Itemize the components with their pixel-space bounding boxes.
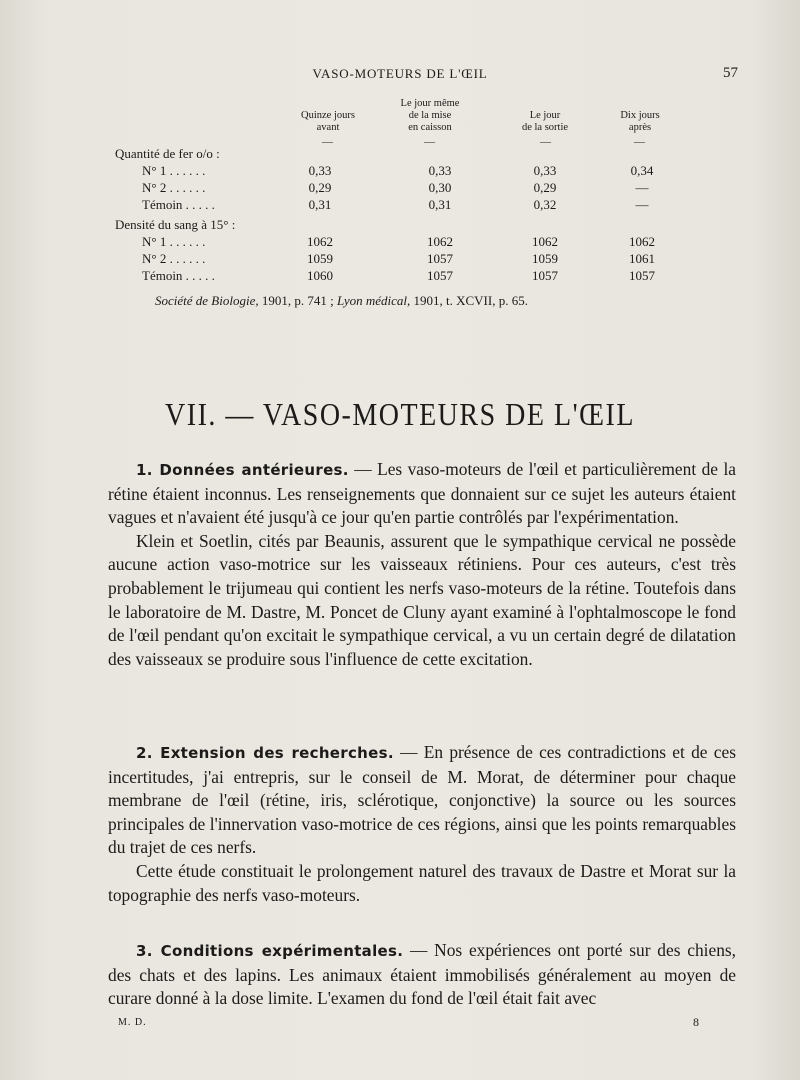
column-header-line: Dix jours (620, 110, 660, 121)
table-cell: 0,29 (533, 180, 557, 195)
table-cell: 1059 (532, 251, 558, 266)
table-cell: 1057 (427, 251, 453, 266)
column-header-line: de la sortie (521, 122, 569, 133)
chapter-heading: VII. — VASO-MOTEURS DE L'ŒIL (165, 398, 635, 433)
paragraph-text: — Les vaso-moteurs de l'œil et particulièrement de la rétine étaient inconnus. Les renseignements que donnaient sur ce sujet les auteurs étaient vagues et n'avaient été jusqu'à ce jour qu'en partie contrôlés par l'expérimentation. (108, 459, 737, 528)
table-cell: 1062 (532, 234, 558, 249)
header-dash: — (322, 136, 333, 148)
citation-ref: 1901, t. XCVII, p. 65. (410, 293, 528, 308)
table-cell: 1061 (629, 251, 655, 266)
citation-journal: Société de Biologie, (155, 293, 259, 308)
table-cell: 0,31 (428, 197, 452, 212)
table-cell: 1057 (427, 268, 453, 283)
column-header-line: Quinze jours (301, 110, 355, 121)
section-2 (108, 741, 736, 907)
column-header (500, 110, 590, 134)
citation-ref: 1901, p. 741 ; (258, 293, 337, 308)
column-header-line: en caisson (408, 122, 452, 133)
table-cell: 1062 (307, 234, 333, 249)
header-dash: — (424, 136, 435, 148)
page-number: 57 (723, 65, 738, 81)
table-cell: 0,33 (428, 163, 452, 178)
row-label: N° 2 . . . . . . (142, 251, 206, 266)
citation (155, 293, 528, 309)
sheet-number: 8 (693, 1015, 699, 1029)
table-cell: 1057 (629, 268, 655, 283)
group-label: Densité du sang à 15° : (115, 217, 236, 232)
citation-journal: Lyon médical, (336, 293, 411, 308)
column-header-line: avant (316, 122, 340, 133)
table-cell: 1057 (532, 268, 558, 283)
column-header-line: Le jour même (400, 98, 460, 109)
paragraph: Cette étude constituait le prolongement naturel des travaux de Dastre et Morat sur la topographie des nerfs vaso-moteurs. (108, 860, 736, 905)
paragraph (108, 458, 736, 530)
table-cell: 0,33 (533, 163, 557, 178)
row-label: N° 1 . . . . . . (142, 163, 206, 178)
table-cell: 0,29 (308, 180, 332, 195)
section-title: 3. Conditions expérimentales. (136, 942, 404, 960)
row-label: N° 2 . . . . . . (142, 180, 206, 195)
header-dash: — (634, 136, 645, 148)
running-title: VASO-MOTEURS DE L'ŒIL (312, 66, 488, 81)
paragraph-text: — En présence de ces contradictions et de ces incertitudes, j'ai entrepris, sur le conseil de M. Morat, de déterminer pour chaque membrane de l'œil (rétine, iris, sclérotique, conjonctive) la source ou les sources principales de l'innervation vaso-motrice de ces régions, ainsi que les points remarquables du trajet de ces nerfs. (108, 742, 736, 858)
paragraph (108, 741, 736, 860)
table-cell: 0,30 (428, 180, 452, 195)
row-label: N° 1 . . . . . . (142, 234, 206, 249)
table-cell: 1062 (427, 234, 453, 249)
table-cell: — (635, 197, 649, 212)
row-label: Témoin . . . . . (142, 268, 215, 283)
section-title: 1. Données antérieures. (136, 461, 349, 479)
paragraph (108, 939, 736, 1011)
paragraph: Klein et Soetlin, cités par Beaunis, assurent que le sympathique cervical ne possède aucune action vaso-motrice sur les vaisseaux rétiniens. Pour ces auteurs, c'est très probablement le trijumeau qui contient les nerfs vaso-moteurs de la rétine. Toutefois dans le laboratoire de M. Dastre, M. Poncet de Cluny ayant examiné à l'ophtalmoscope le fond de l'œil pendant qu'on excitait le sympathique cervical, a vu un certain degré de dilatation des vaisseaux se produire sous l'influence de cette excitation. (108, 530, 736, 669)
column-header (595, 110, 685, 134)
table-cell: 0,32 (533, 197, 557, 212)
signature-mark: M. D. (118, 1017, 147, 1028)
table-cell: — (635, 180, 649, 195)
section-1 (108, 458, 736, 671)
section-3 (108, 939, 736, 1011)
data-table (0, 0, 800, 300)
table-cell: 0,31 (308, 197, 332, 212)
column-header-line: Le jour (529, 110, 561, 121)
table-cell: 0,33 (308, 163, 332, 178)
section-title: 2. Extension des recherches. (136, 744, 394, 762)
column-header-line: de la mise (408, 110, 452, 121)
header-dash: — (540, 136, 551, 148)
group-label: Quantité de fer o/o : (115, 146, 220, 161)
table-cell: 1060 (307, 268, 333, 283)
table-cell: 1059 (307, 251, 333, 266)
column-header-line: après (628, 122, 652, 133)
row-label: Témoin . . . . . (142, 197, 215, 212)
paragraph-text: — Nos expériences ont porté sur des chiens, des chats et des lapins. Les animaux étaient immobilisés généralement au moyen de curare donné à la dose limite. L'examen du fond de l'œil était fait avec (108, 940, 737, 1009)
table-cell: 0,34 (630, 163, 654, 178)
table-cell: 1062 (629, 234, 655, 249)
column-header (385, 98, 475, 134)
column-header (283, 110, 373, 134)
